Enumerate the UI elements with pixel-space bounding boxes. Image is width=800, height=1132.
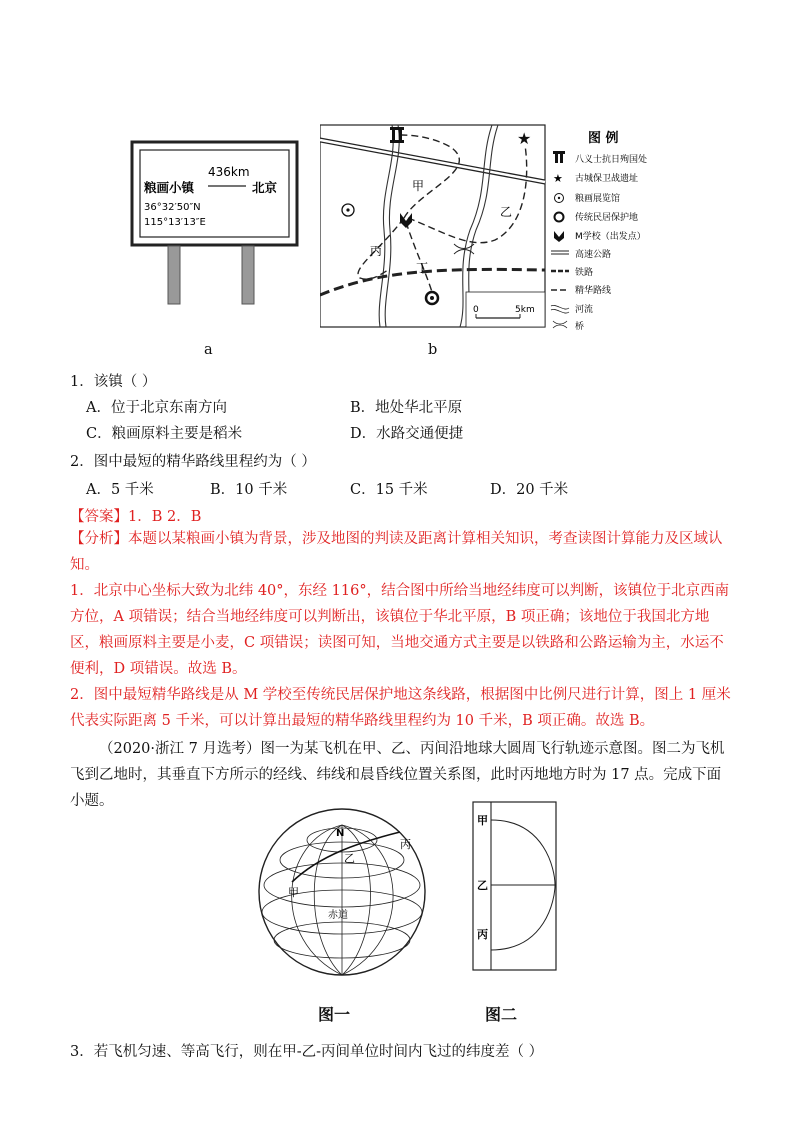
legend-8: 精华路线 <box>575 286 612 296</box>
legend-2: 古城保卫战遗址 <box>575 174 639 184</box>
globe-bing: 丙 <box>400 838 411 851</box>
map-ding: 丁 <box>416 261 429 275</box>
q1-option-d[interactable]: D．水路交通便捷 <box>350 426 464 442</box>
legend-title: 图 例 <box>588 131 619 146</box>
q1-option-a[interactable]: A．位于北京东南方向 <box>86 400 227 416</box>
q2-stem: 2．图中最短的精华路线里程约为（ ） <box>70 454 316 470</box>
legend-1: 八义士抗日殉国处 <box>575 155 648 165</box>
svg-text:★: ★ <box>553 172 563 185</box>
sign-city: 北京 <box>252 180 278 195</box>
q2-option-b[interactable]: B．10 千米 <box>210 482 288 498</box>
legend-7: 铁路 <box>575 268 594 278</box>
legend-9: 河流 <box>575 305 594 315</box>
answer-line: 【答案】1．B 2．B <box>70 509 202 525</box>
explanation-1: 1．北京中心坐标大致为北纬 40°，东经 116°，结合图中所给当地经纬度可以判断，该镇位于北京西南方位，A 项错误；结合当地经纬度可以判断出，该镇位于华北平原，B 项正确；该地位于我国北方地区，粮画原料主要是小麦，C 项错误；读图可知，当地交通方式主要是以铁路和公路运输为主，水运不便利，D 项错误。故选 B。 <box>70 583 730 677</box>
intro-paragraph: （2020·浙江 7 月选考）图一为某飞机在甲、乙、丙间沿地球大圆周飞行轨迹示意图。图二为飞机飞到乙地时，其垂直下方所示的经线、纬线和晨昏线位置关系图，此时丙地地方时为 17 点。完成下面小题。 <box>70 741 725 809</box>
fig2-yi: 乙 <box>477 879 488 892</box>
globe-n: N <box>336 828 345 839</box>
q2-option-d[interactable]: D．20 千米 <box>490 482 569 498</box>
legend-5: M学校（出发点） <box>575 232 646 242</box>
fig2-jia: 甲 <box>477 814 488 827</box>
fig2-caption: 图二 <box>485 1005 518 1024</box>
map-yi: 乙 <box>500 205 513 219</box>
fig-a-caption: a <box>204 342 213 358</box>
map-jia: 甲 <box>412 179 425 193</box>
sign-dist: 436km <box>208 165 250 179</box>
q1-stem: 1．该镇（ ） <box>70 374 157 390</box>
explanation-2: 2．图中最短精华路线是从 M 学校至传统民居保护地这条线路，根据图中比例尺进行计算，图上 1 厘米代表实际距离 5 千米，可以计算出最短的精华路线里程约为 10 千米，B 项正确。故选 B。 <box>70 687 731 729</box>
q1-option-b[interactable]: B．地处华北平原 <box>350 400 463 416</box>
fig2-bing: 丙 <box>477 928 488 941</box>
scale-km: 5km <box>515 305 535 315</box>
analysis-paragraph: 【分析】本题以某粮画小镇为背景，涉及地图的判读及距离计算相关知识，考查读图计算能力及区域认知。 <box>70 531 723 573</box>
sign-town: 粮画小镇 <box>144 180 195 195</box>
fig1-caption: 图一 <box>318 1005 351 1024</box>
legend-10: 桥 <box>575 322 585 330</box>
legend-4: 传统民居保护地 <box>575 213 639 223</box>
svg-text:★: ★ <box>517 129 532 148</box>
q2-option-a[interactable]: A．5 千米 <box>86 482 154 498</box>
q3-stem: 3．若飞机匀速、等高飞行，则在甲-乙-丙间单位时间内飞过的纬度差（ ） <box>70 1044 544 1060</box>
q1-option-c[interactable]: C．粮画原料主要是稻米 <box>86 426 243 442</box>
map-bing: 丙 <box>370 244 383 258</box>
globe-jia: 甲 <box>288 886 299 899</box>
q2-option-c[interactable]: C．15 千米 <box>350 482 428 498</box>
scale-zero: 0 <box>473 305 479 315</box>
legend-3: 粮画展览馆 <box>575 194 621 204</box>
fig-b-caption: b <box>428 342 438 358</box>
globe-equator: 赤道 <box>328 910 348 921</box>
sign-lat: 36°32′50″N <box>144 202 201 213</box>
sign-lon: 115°13′13″E <box>144 217 206 228</box>
globe-yi: 乙 <box>344 852 355 865</box>
legend-6: 高速公路 <box>575 250 612 260</box>
